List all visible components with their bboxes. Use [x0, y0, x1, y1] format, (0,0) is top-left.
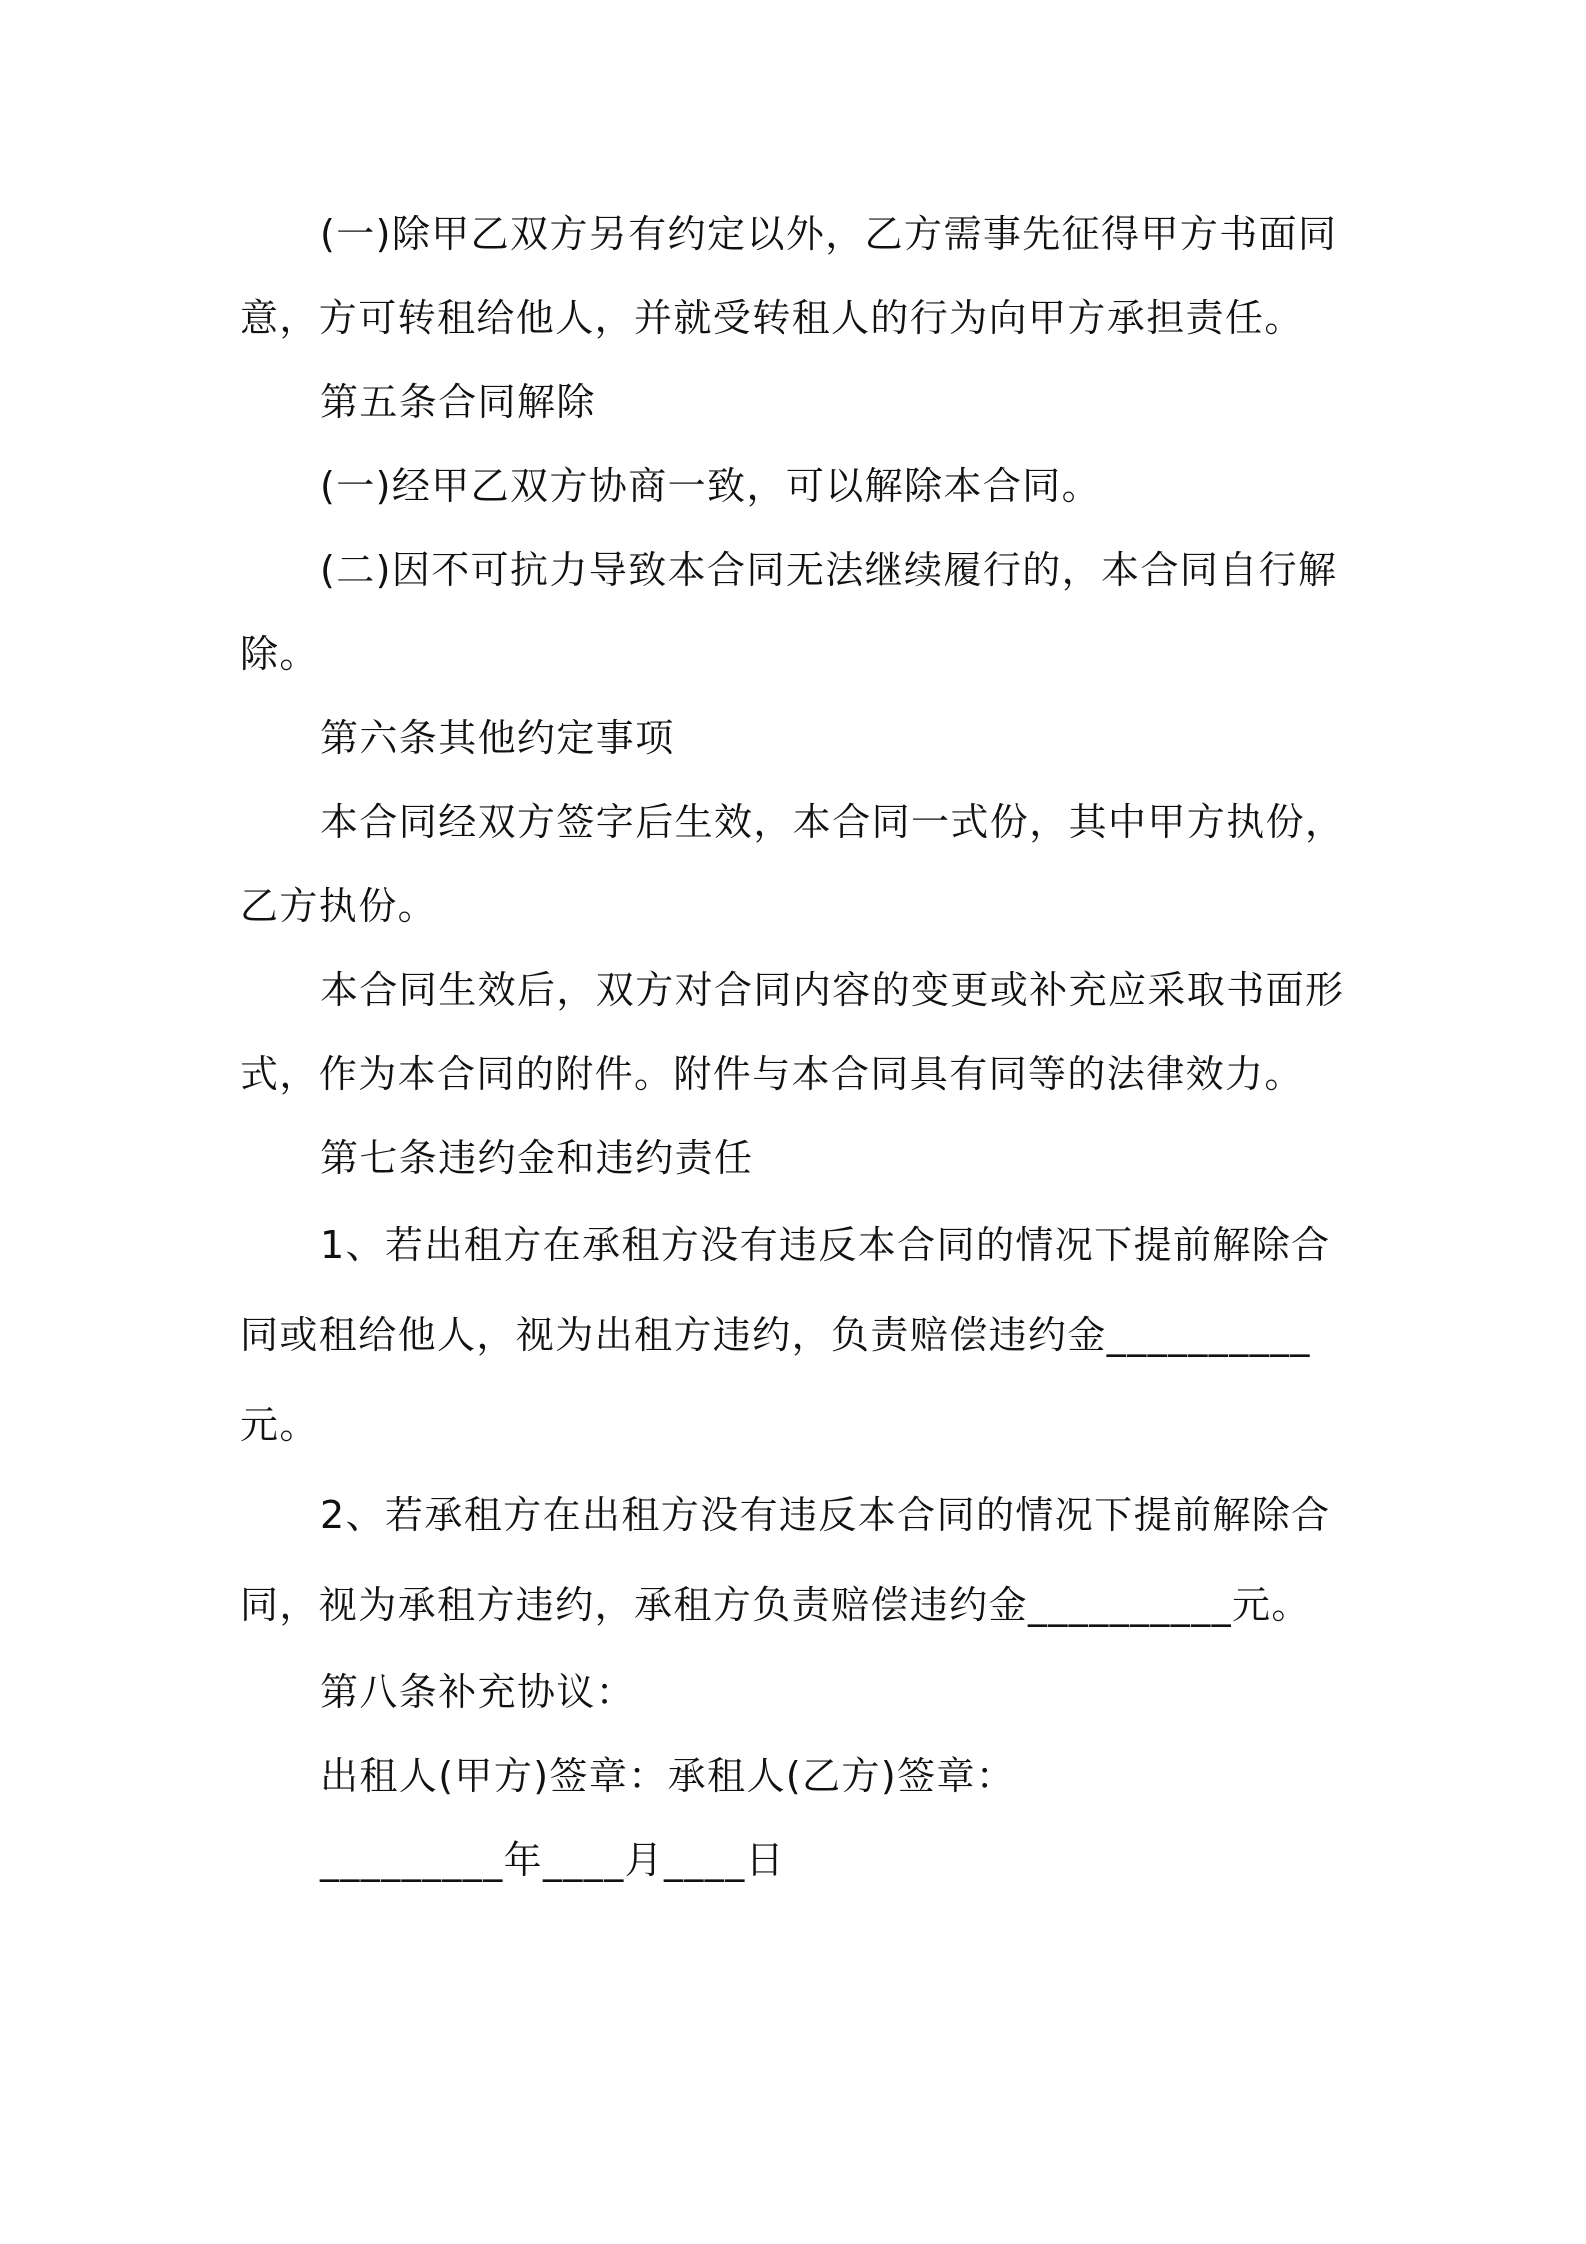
lessor-breach-paragraph: 1、若出租方在承租方没有违反本合同的情况下提前解除合同或租给他人，视为出租方违约，负责赔偿违约金__________元。 [240, 1223, 1331, 1447]
termination-force-majeure-paragraph: (二)因不可抗力导致本合同无法继续履行的，本合同自行解除。 [240, 548, 1338, 676]
article-five-heading: 第五条合同解除 [320, 380, 596, 424]
document-body [240, 192, 1352, 1902]
clause-sublet-paragraph: (一)除甲乙双方另有约定以外，乙方需事先征得甲方书面同意，方可转租给他人，并就受转租人的行为向甲方承担责任。 [240, 212, 1338, 340]
amendment-paragraph: 本合同生效后，双方对合同内容的变更或补充应采取书面形式，作为本合同的附件。附件与本合同具有同等的法律效力。 [240, 968, 1345, 1096]
date-line: _________年____月____日 [320, 1838, 786, 1882]
article-eight-heading: 第八条补充协议： [320, 1670, 636, 1714]
effectiveness-paragraph: 本合同经双方签字后生效，本合同一式份，其中甲方执份，乙方执份。 [240, 800, 1345, 928]
article-seven-heading: 第七条违约金和违约责任 [320, 1136, 754, 1180]
lessee-breach-paragraph: 2、若承租方在出租方没有违反本合同的情况下提前解除合同，视为承租方违约，承租方负责赔偿违约金__________元。 [240, 1493, 1331, 1627]
signature-line: 出租人(甲方)签章：承租人(乙方)签章： [320, 1754, 1016, 1798]
termination-mutual-paragraph: (一)经甲乙双方协商一致，可以解除本合同。 [320, 464, 1102, 508]
article-six-heading: 第六条其他约定事项 [320, 716, 675, 760]
